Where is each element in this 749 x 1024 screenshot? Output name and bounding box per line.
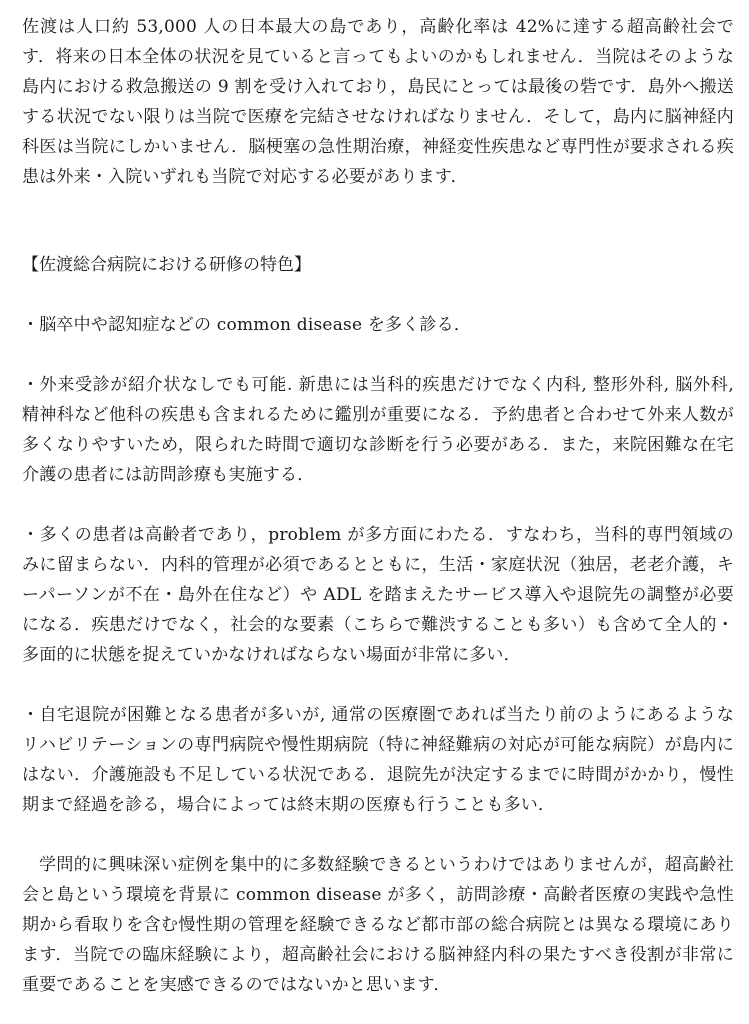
closing-paragraph: 学問的に興味深い症例を集中的に多数経験できるというわけではありませんが，超高齢社会と島という環境を背景に common disease が多く，訪問診療・高齢者医療の実践や急性期から看取りを含む慢性期の管理を経験できるなど都市部の総合病院とは異なる環境にあります．当院での臨床経験により，超高齢社会における脳神経内科の果たすべき役割が非常に重要であることを実感できるのではないかと思います． — [22, 855, 734, 995]
spacer — [22, 490, 734, 520]
spacer — [22, 192, 734, 250]
bullet-item: ・外来受診が紹介状なしでも可能. 新患には当科的疾患だけでなく内科, 整形外科, 脳外科, 精神科など他科の疾患も含まれるために鑑別が重要になる．予約患者と合わせて外来人数が多くなりやすいため，限られた時間で適切な診断を行う必要がある．また，来院困難な在宅介護の患者には訪問診療も実施する． — [22, 375, 734, 485]
spacer — [22, 670, 734, 700]
spacer — [22, 280, 734, 310]
intro-paragraph: 佐渡は人口約 53,000 人の日本最大の島であり，高齢化率は 42%に達する超高齢社会です．将来の日本全体の状況を見ていると言ってもよいのかもしれません．当院はそのような島内における救急搬送の 9 割を受け入れており，島民にとっては最後の砦です．島外へ搬送する状況でない限りは当院で医療を完結させなければなりません．そして，島内に脳神経内科医は当院にしかいません．脳梗塞の急性期治療，神経変性疾患など専門性が要求される疾患は外来・入院いずれも当院で対応する必要があります． — [22, 17, 734, 187]
bullet-item: ・自宅退院が困難となる患者が多いが, 通常の医療圏であれば当たり前のようにあるようなリハビリテーションの専門病院や慢性期病院（特に神経難病の対応が可能な病院）が島内にはない．介護施設も不足している状況である．退院先が決定するまでに時間がかかり，慢性期まで経過を診る，場合によっては終末期の医療も行うことも多い． — [22, 705, 734, 815]
document-page — [22, 12, 734, 1000]
bullet-item: ・脳卒中や認知症などの common disease を多く診る． — [22, 315, 472, 335]
spacer — [22, 820, 734, 850]
bullet-item: ・多くの患者は高齢者であり，problem が多方面にわたる．すなわち，当科的専門領域のみに留まらない．内科的管理が必須であるとともに，生活・家庭状況（独居，老老介護，キーパーソンが不在・島外在住など）や ADL を踏まえたサービス導入や退院先の調整が必要になる．疾患だけでなく，社会的な要素（こちらで難渋することも多い）も含めて全人的・多面的に状態を捉えていかなければならない場面が非常に多い． — [22, 525, 734, 665]
spacer — [22, 340, 734, 370]
section-heading: 【佐渡総合病院における研修の特色】 — [22, 255, 311, 275]
